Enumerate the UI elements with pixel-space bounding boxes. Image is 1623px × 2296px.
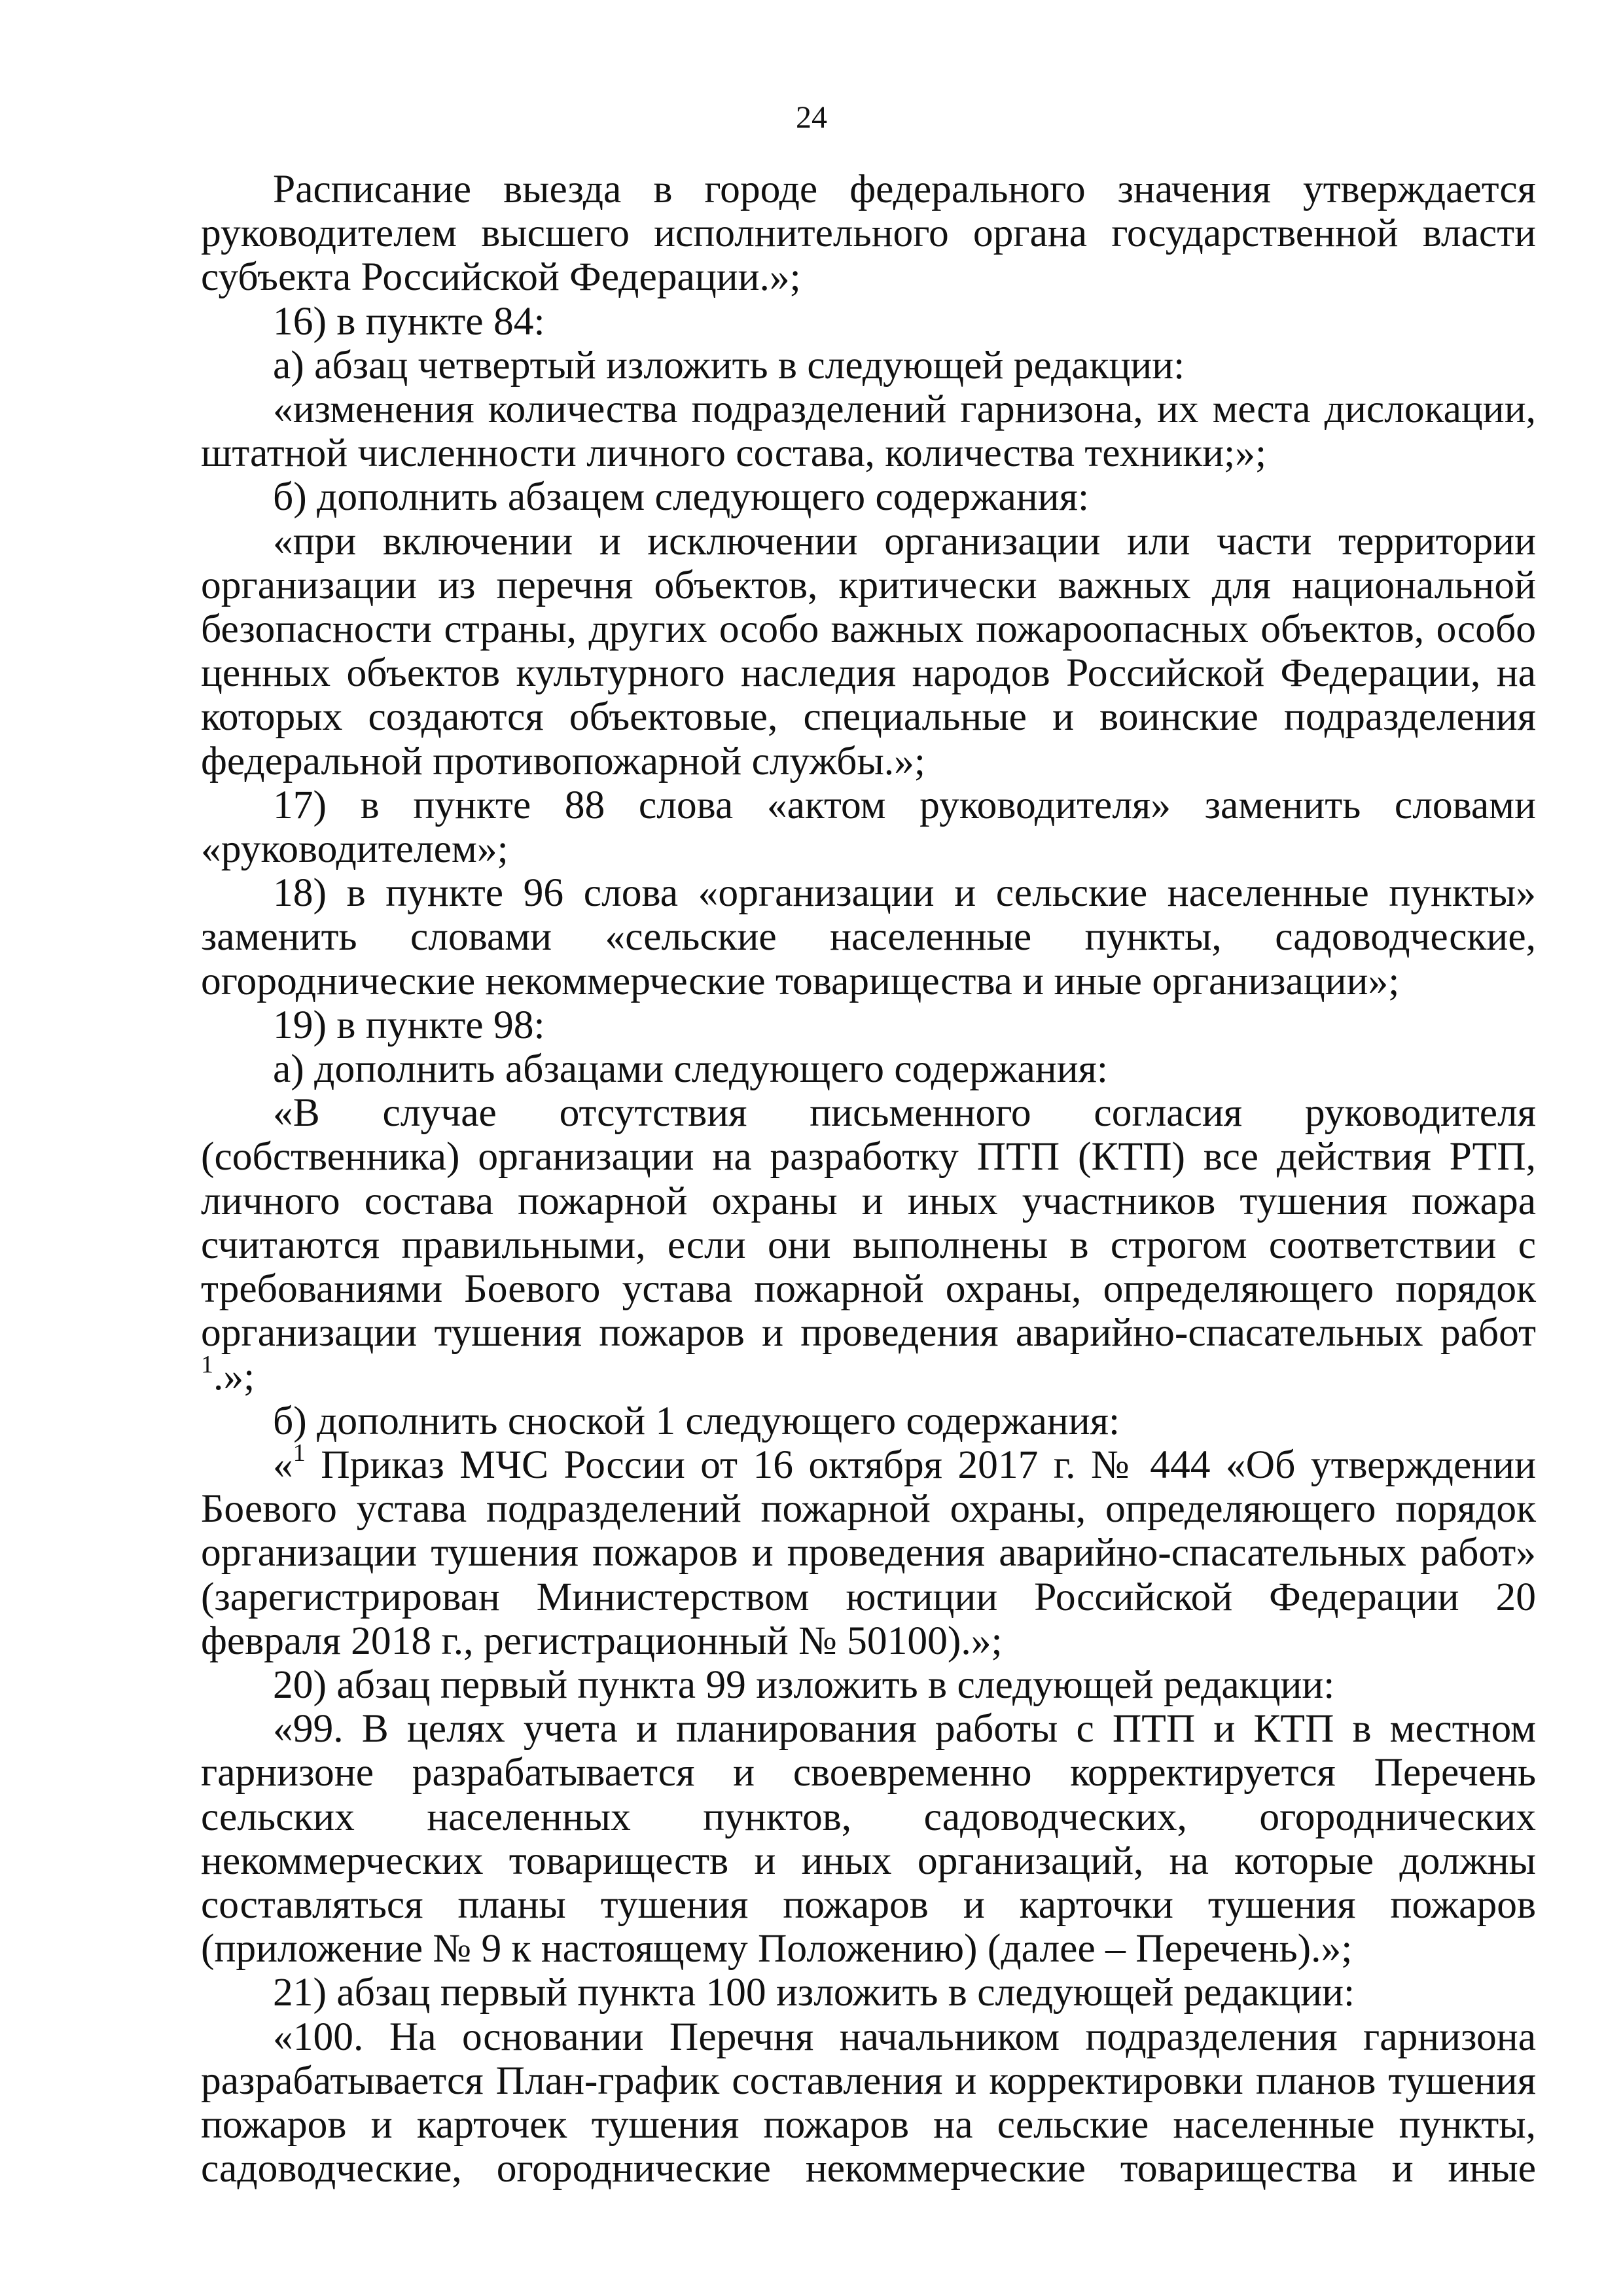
- paragraph-quote-99: «99. В целях учета и планирования работы с ПТП и КТП в местном гарнизоне разрабатывается и своевременно корректируется Перечень сельских населенных пунктов, садоводческих, огороднических некоммерческих товариществ и иных организаций, на которые должны составляться планы тушения пожаров и карточки тушения пожаров (приложение № 9 к настоящему Положению) (далее – Перечень).»;: [201, 1706, 1536, 1971]
- paragraph-item-21: 21) абзац первый пункта 100 изложить в следующей редакции:: [273, 1970, 1355, 2015]
- paragraph-quote-inclusion: «при включении и исключении организации или части территории организации из перечня объектов, критически важных для национальной безопасности страны, других особо важных пожароопасных объектов, особо ценных объектов культурного наследия народов Российской Федерации, на которых создаются объектовые, специальные и воинские подразделения федеральной противопожарной службы.»;: [201, 518, 1536, 783]
- paragraph-footnote-text: [201, 1439, 1537, 1663]
- paragraph-item-19b: б) дополнить сноской 1 следующего содержания:: [273, 1398, 1120, 1443]
- paragraph-item-16b: б) дополнить абзацем следующего содержания:: [273, 475, 1090, 520]
- footnote-reference-mark: 1: [201, 1351, 213, 1379]
- paragraph-item-17: 17) в пункте 88 слова «актом руководителя» заменить словами «руководителем»;: [201, 782, 1536, 872]
- quote-consent-text: «В случае отсутствия письменного согласия руководителя (собственника) организации на разработку ПТП (КТП) все действия РТП, личного состава пожарной охраны и иных участников тушения пожара считаются правильными, если они выполнены в строгом соответствии с требованиями Боевого устава пожарной охраны, определяющего порядок организации тушения пожаров и проведения аварийно-спасательных работ: [201, 1090, 1536, 1355]
- paragraph-schedule: Расписание выезда в городе федерального значения утверждается руководителем высшего исполнительного органа государственной власти субъекта Российской Федерации.»;: [201, 167, 1536, 300]
- paragraph-item-19: 19) в пункте 98:: [273, 1002, 545, 1047]
- page-number: 24: [796, 100, 827, 135]
- paragraph-item-18: 18) в пункте 96 слова «организации и сельские населенные пункты» заменить словами «сельские населенные пункты, садоводческие, огороднические некоммерческие товарищества и иные организации»;: [201, 870, 1536, 1003]
- paragraph-item-20: 20) абзац первый пункта 99 изложить в следующей редакции:: [273, 1662, 1335, 1707]
- paragraph-item-16a: а) абзац четвертый изложить в следующей редакции:: [273, 342, 1185, 387]
- footnote-marker: 1: [293, 1439, 306, 1467]
- document-body: [201, 168, 1536, 2191]
- paragraph-item-19a: а) дополнить абзацами следующего содержания:: [273, 1047, 1108, 1092]
- paragraph-quote-100: «100. На основании Перечня начальником подразделения гарнизона разрабатывается План-график составления и корректировки планов тушения пожаров и карточек тушения пожаров на сельские населенные пункты, садоводческие, огороднические некоммерческие товарищества и иные: [201, 2014, 1536, 2191]
- footnote-body: Приказ МЧС России от 16 октября 2017 г. № 444 «Об утверждении Боевого устава подразделений пожарной охраны, определяющего порядок организации тушения пожаров и проведения аварийно-спасательных работ» (зарегистрирован Министерством юстиции Российской Федерации 20 февраля 2018 г., регистрационный № 50100).»;: [201, 1442, 1537, 1663]
- paragraph-quote-changes: «изменения количества подразделений гарнизона, их места дислокации, штатной численности личного состава, количества техники;»;: [201, 387, 1536, 476]
- paragraph-quote-consent: [201, 1091, 1536, 1399]
- quote-consent-tail: .»;: [213, 1354, 255, 1399]
- paragraph-item-16: 16) в пункте 84:: [273, 298, 545, 344]
- footnote-open-quote: «: [273, 1442, 293, 1487]
